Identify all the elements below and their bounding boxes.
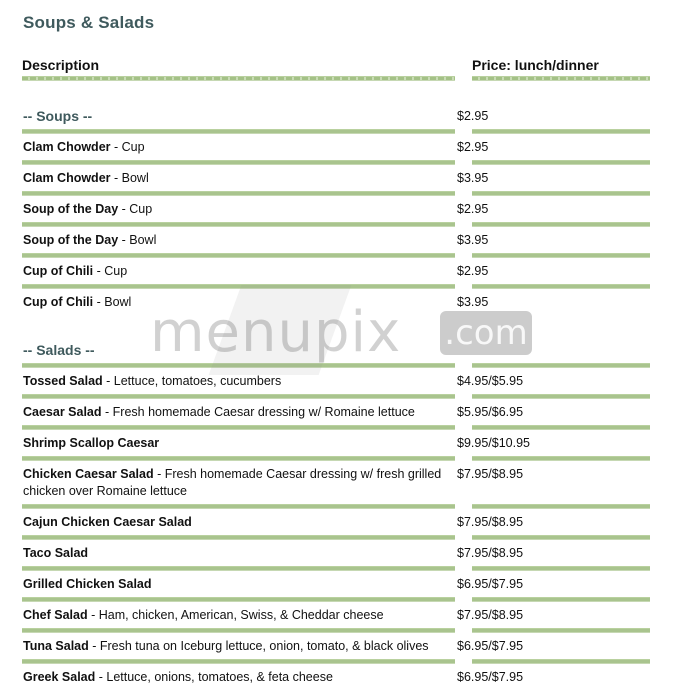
menu-item-row [22,368,652,394]
item-price: $6.95/$7.95 [457,670,524,684]
item-detail: - Ham, chicken, American, Swiss, & Cheddar cheese [87,608,384,622]
item-detail: - Fresh homemade Caesar dressing w/ Romaine lettuce [101,405,415,419]
section-label: -- Salads -- [23,342,95,358]
menu-item-row [22,633,652,659]
item-description [22,134,456,160]
item-detail: - Bowl [118,233,157,247]
item-description [22,258,456,284]
item-description [22,399,456,425]
item-price: $6.95/$7.95 [457,639,524,653]
menu-item-row [22,664,652,690]
section-price: $2.95 [457,109,489,123]
menu-item-row [22,509,652,535]
item-price: $7.95/$8.95 [457,515,524,529]
item-description [22,461,456,504]
menu-item-row [22,258,652,284]
item-name: Tossed Salad [23,374,103,388]
section-spacer [22,315,652,337]
item-name: Shrimp Scallop Caesar [23,436,160,450]
description-header: Description [22,57,100,73]
item-price: $2.95 [457,140,489,154]
item-description [22,165,456,191]
menu-table [22,55,652,690]
item-description [22,633,456,659]
item-price: $6.95/$7.95 [457,577,524,591]
section-price [456,337,635,363]
menu-item-row [22,227,652,253]
item-detail: - Lettuce, tomatoes, cucumbers [102,374,282,388]
item-price: $3.95 [457,171,489,185]
item-name: Chef Salad [23,608,88,622]
item-description [22,571,456,597]
item-name: Cup of Chili [23,295,94,309]
item-name: Taco Salad [23,546,89,560]
section-header-row [22,103,652,129]
menu-item-row [22,134,652,160]
item-name: Clam Chowder [23,140,111,154]
header-row [22,55,652,76]
item-description [22,540,456,566]
item-price: $3.95 [457,233,489,247]
menu-item-row [22,196,652,222]
item-name: Grilled Chicken Salad [23,577,152,591]
price-header: Price: lunch/dinner [472,57,599,73]
menu-item-row [22,430,652,456]
item-price: $2.95 [457,264,489,278]
item-detail: - Lettuce, onions, tomatoes, & feta cheese [95,670,333,684]
menu-item-row [22,602,652,628]
watermark-text: menupix [150,300,402,365]
item-detail: - Bowl [110,171,149,185]
menu-sections [22,81,652,690]
item-detail: - Cup [118,202,153,216]
item-name: Cajun Chicken Caesar Salad [23,515,192,529]
item-description [22,430,456,456]
item-name: Clam Chowder [23,171,111,185]
item-detail: - Cup [110,140,145,154]
item-detail: - Fresh tuna on Iceburg lettuce, onion, tomato, & black olives [88,639,429,653]
item-detail: - Cup [93,264,128,278]
item-description [22,602,456,628]
item-price: $7.95/$8.95 [457,546,524,560]
item-name: Caesar Salad [23,405,102,419]
menu-item-row [22,165,652,191]
item-price: $7.95/$8.95 [457,608,524,622]
item-price: $5.95/$6.95 [457,405,524,419]
item-name: Tuna Salad [23,639,89,653]
item-name: Cup of Chili [23,264,94,278]
section-header-row [22,337,652,363]
item-description [22,664,456,690]
item-price: $2.95 [457,202,489,216]
item-description [22,509,456,535]
item-price: $4.95/$5.95 [457,374,524,388]
menu-item-row [22,540,652,566]
item-description [22,196,456,222]
item-description [22,368,456,394]
item-name: Soup of the Day [23,233,119,247]
item-price: $3.95 [457,295,489,309]
item-name: Soup of the Day [23,202,119,216]
menu-item-row [22,289,652,315]
item-price: $9.95/$10.95 [457,436,530,450]
watermark-com-badge: .com [440,311,532,355]
item-detail: - Fresh homemade Caesar dressing w/ fresh grilled chicken over Romaine lettuce [23,467,442,498]
item-name: Greek Salad [23,670,96,684]
menu-item-row [22,461,652,504]
menu-item-row [22,399,652,425]
page-title: Soups & Salads [23,13,155,32]
item-name: Chicken Caesar Salad [23,467,154,481]
item-description [22,289,456,315]
section-spacer [22,81,652,103]
item-description [22,227,456,253]
item-detail: - Bowl [93,295,132,309]
menu-item-row [22,571,652,597]
section-label: -- Soups -- [23,108,93,124]
header-separator [22,76,652,81]
item-price: $7.95/$8.95 [457,467,524,481]
